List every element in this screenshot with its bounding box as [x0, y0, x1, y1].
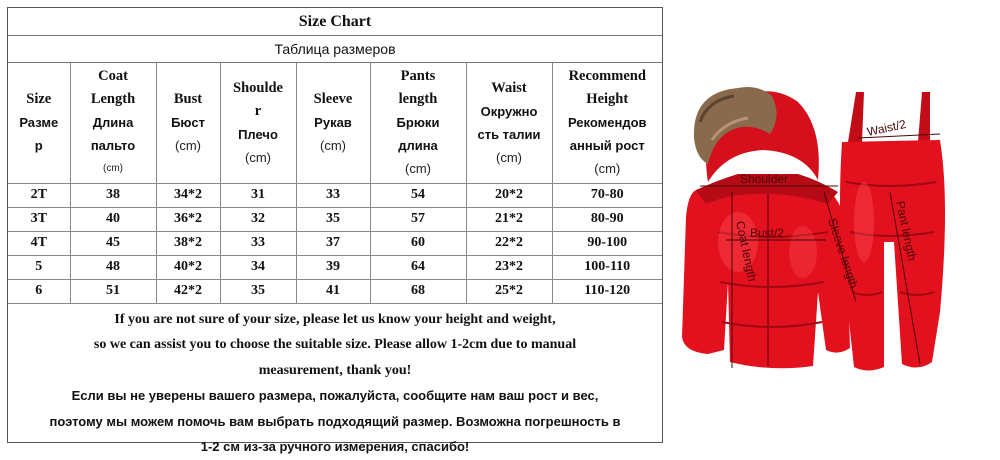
table-cell: 40*2	[156, 255, 220, 279]
header-ru-text: сть талии	[477, 126, 541, 142]
size-table	[8, 63, 662, 304]
chart-title: Size Chart	[8, 8, 662, 36]
header-ru-text: Бюст	[171, 115, 205, 131]
table-cell: 41	[296, 279, 370, 303]
column-header	[8, 63, 70, 183]
table-cell: 4T	[8, 231, 70, 255]
note-en-line: measurement, thank you!	[258, 362, 412, 378]
table-cell: 5	[8, 255, 70, 279]
label-waist: Waist/2	[865, 117, 908, 139]
table-cell: 23*2	[466, 255, 552, 279]
table-row	[8, 183, 662, 207]
table-cell: 42*2	[156, 279, 220, 303]
table-row	[8, 279, 662, 303]
note-en-line: If you are not sure of your size, please let us know your height and weight,	[114, 311, 556, 327]
table-cell: 3T	[8, 207, 70, 231]
table-cell: 100-110	[552, 255, 662, 279]
note-ru-line: 1-2 см из-за ручного измерения, спасибо!	[200, 439, 470, 454]
table-cell: 21*2	[466, 207, 552, 231]
table-cell: 6	[8, 279, 70, 303]
label-coat-length: Coat length	[733, 219, 760, 283]
header-unit: (cm)	[496, 149, 522, 165]
table-cell: 57	[370, 207, 466, 231]
note-ru-line: Если вы не уверены вашего размера, пожалуйста, сообщите нам ваш рост и вес,	[71, 388, 599, 403]
table-cell: 34*2	[156, 183, 220, 207]
header-ru-text: анный рост	[569, 138, 645, 154]
header-ru-text: длина	[398, 138, 438, 154]
table-cell: 20*2	[466, 183, 552, 207]
header-ru-text: Разме	[19, 115, 59, 131]
table-row	[8, 231, 662, 255]
header-en-text: Height	[586, 91, 629, 108]
table-cell: 40	[70, 207, 156, 231]
header-ru-text: Рукав	[314, 115, 352, 131]
table-cell: 2T	[8, 183, 70, 207]
header-en-text: Recommend	[568, 68, 646, 85]
header-unit: (cm)	[245, 149, 271, 165]
label-sleeve-length: Sleeve length	[825, 216, 861, 291]
table-cell: 45	[70, 231, 156, 255]
table-cell: 35	[220, 279, 296, 303]
table-cell: 39	[296, 255, 370, 279]
table-cell: 37	[296, 231, 370, 255]
table-cell: 36*2	[156, 207, 220, 231]
column-header	[70, 63, 156, 183]
table-cell: 34	[220, 255, 296, 279]
table-cell: 90-100	[552, 231, 662, 255]
table-cell: 31	[220, 183, 296, 207]
header-en-text: Shoulde	[233, 79, 283, 96]
column-header	[220, 63, 296, 183]
size-chart	[7, 7, 663, 454]
table-cell: 25*2	[466, 279, 552, 303]
header-ru-text: Плечо	[238, 126, 278, 142]
table-cell: 60	[370, 231, 466, 255]
size-note	[8, 304, 662, 460]
table-cell: 22*2	[466, 231, 552, 255]
table-cell: 54	[370, 183, 466, 207]
header-en-text: Size	[26, 91, 52, 108]
table-cell: 70-80	[552, 183, 662, 207]
header-ru-text: Рекомендов	[567, 115, 647, 131]
label-bust: Bust/2	[750, 226, 785, 240]
header-en-text: Waist	[491, 79, 527, 96]
table-cell: 32	[220, 207, 296, 231]
column-header	[466, 63, 552, 183]
header-ru-text: р	[34, 138, 43, 154]
note-ru-line: поэтому мы можем помочь вам выбрать подходящий размер. Возможна погрешность в	[49, 413, 621, 429]
table-cell: 110-120	[552, 279, 662, 303]
header-ru-text: Длина	[92, 115, 134, 131]
header-en-text: Pants	[400, 68, 436, 85]
header-ru-text: Брюки	[396, 115, 440, 131]
table-cell: 33	[296, 183, 370, 207]
table-header-row	[8, 63, 662, 183]
header-unit: (cm)	[103, 163, 123, 175]
header-en-text: Length	[90, 91, 136, 108]
header-unit: (cm)	[405, 161, 431, 177]
column-header	[156, 63, 220, 183]
table-row	[8, 255, 662, 279]
table-cell: 38*2	[156, 231, 220, 255]
label-shoulder: Shoulder	[740, 172, 789, 186]
label-pant-length: Pant length	[893, 199, 920, 263]
header-en-text: r	[254, 102, 262, 119]
header-unit: (cm)	[320, 138, 346, 154]
note-en-line: so we can assist you to choose the suitable size. Please allow 1-2cm due to manual	[93, 337, 577, 352]
header-unit: (cm)	[175, 138, 201, 154]
table-cell: 38	[70, 183, 156, 207]
table-row	[8, 207, 662, 231]
column-header	[552, 63, 662, 183]
header-unit: (cm)	[594, 161, 621, 177]
product-image	[678, 82, 996, 382]
header-ru-text: Окружно	[480, 103, 538, 119]
column-header	[296, 63, 370, 183]
header-en-text: length	[398, 91, 438, 108]
header-ru-text: пальто	[90, 138, 136, 154]
table-body	[8, 183, 662, 303]
table-cell: 64	[370, 255, 466, 279]
column-header	[370, 63, 466, 183]
table-cell: 35	[296, 207, 370, 231]
table-cell: 80-90	[552, 207, 662, 231]
header-en-text: Coat	[98, 68, 128, 85]
table-cell: 48	[70, 255, 156, 279]
chart-subtitle: Таблица размеров	[8, 36, 662, 63]
table-cell: 51	[70, 279, 156, 303]
table-cell: 33	[220, 231, 296, 255]
header-en-text: Bust	[173, 91, 203, 108]
header-en-text: Sleeve	[313, 91, 353, 108]
table-cell: 68	[370, 279, 466, 303]
